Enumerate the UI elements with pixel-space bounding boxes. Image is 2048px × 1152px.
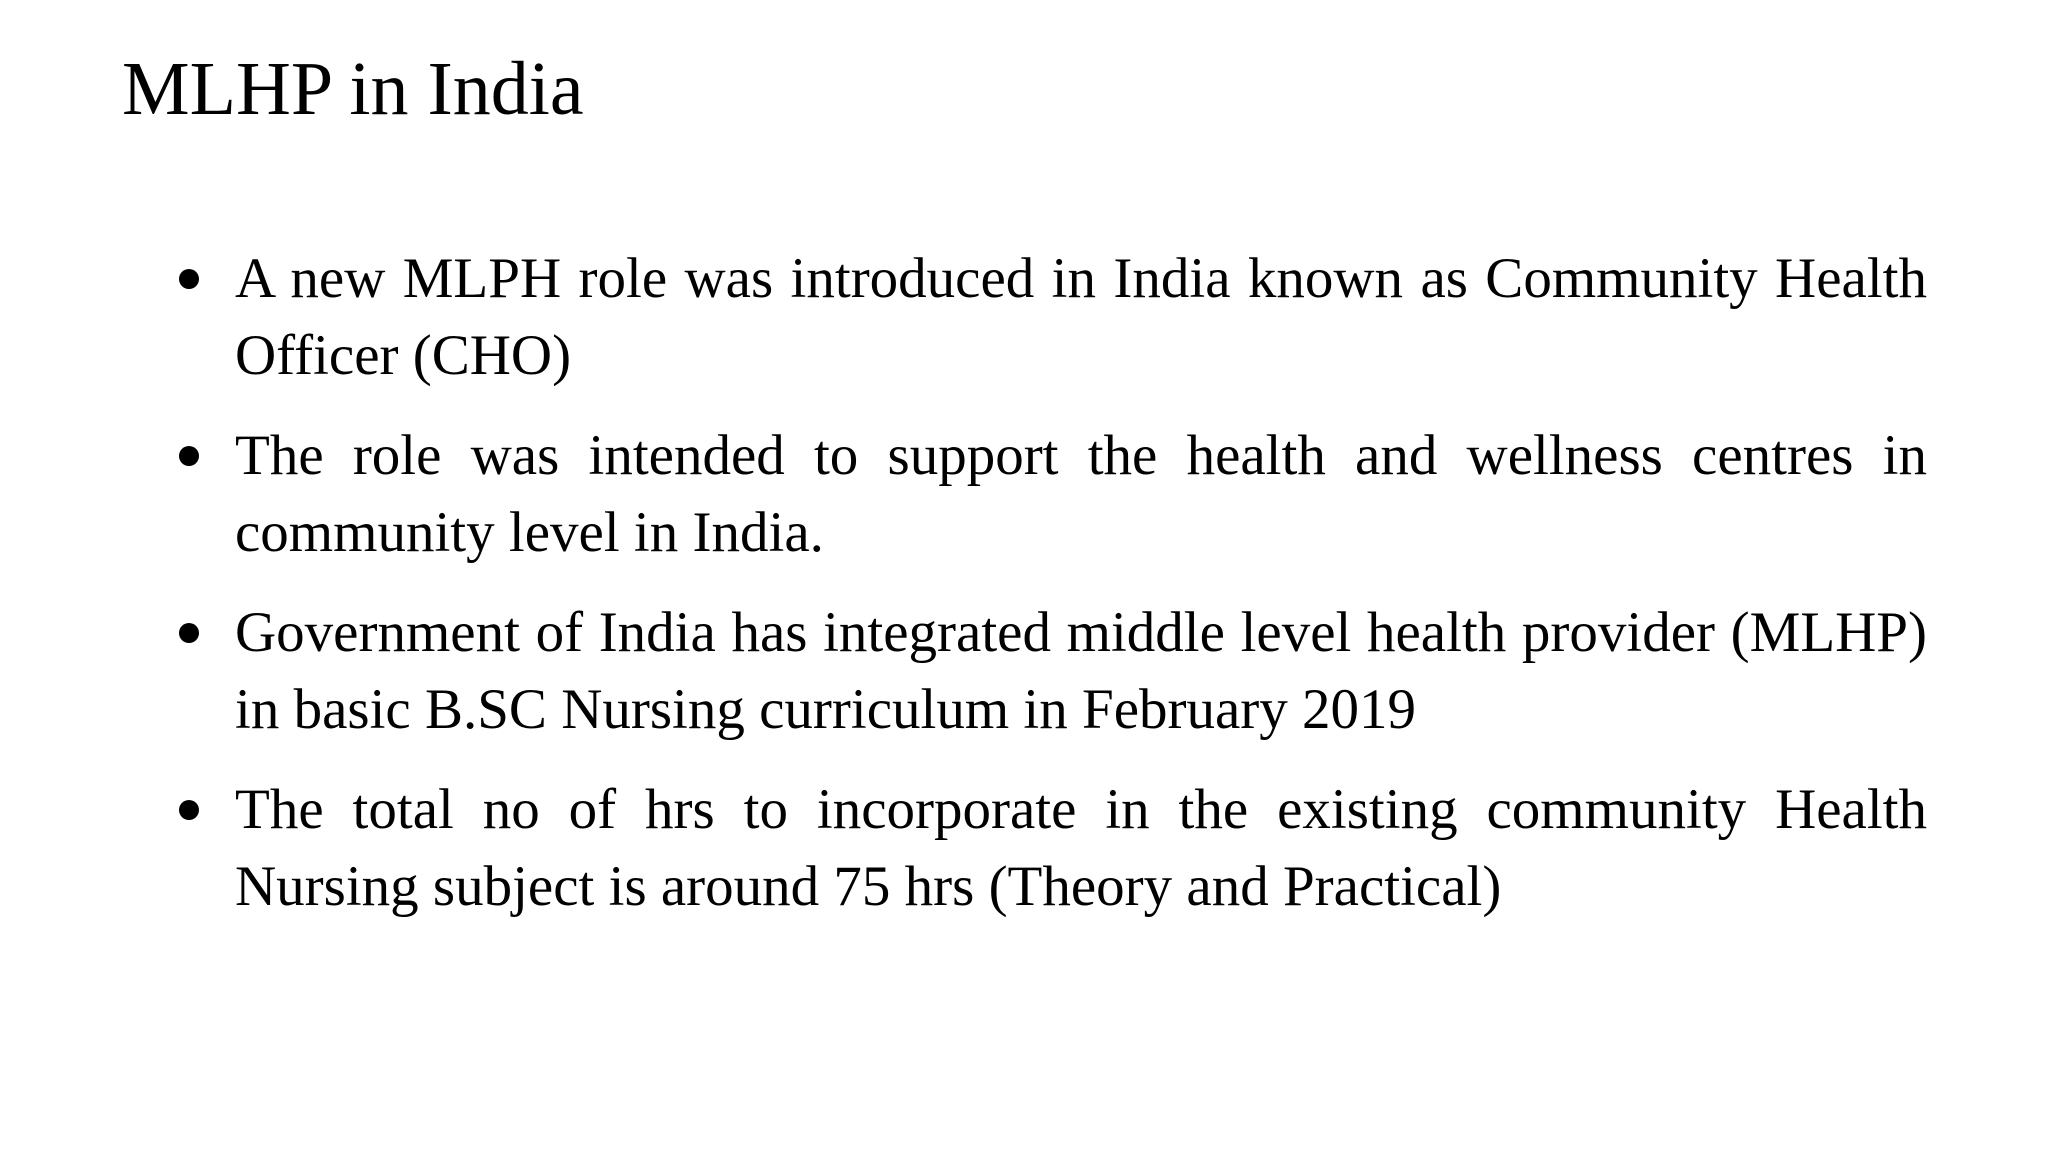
bullet-list xyxy=(235,240,1927,948)
bullet-dot-icon xyxy=(179,800,199,820)
bullet-item xyxy=(235,771,1927,925)
bullet-dot-icon xyxy=(179,446,199,466)
bullet-item xyxy=(235,594,1927,748)
slide-title: MLHP in India xyxy=(122,47,584,131)
bullet-dot-icon xyxy=(179,623,199,643)
bullet-text: The total no of hrs to incorporate in the existing community Health Nursing subject is around 75 hrs (Theory and Practical) xyxy=(235,778,1927,918)
bullet-dot-icon xyxy=(179,269,199,289)
bullet-text: Government of India has integrated middle level health provider (MLHP) in basic B.SC Nursing curriculum in February 2019 xyxy=(235,601,1927,741)
bullet-text: A new MLPH role was introduced in India known as Community Health Officer (CHO) xyxy=(235,247,1927,387)
bullet-item xyxy=(235,417,1927,571)
bullet-text: The role was intended to support the health and wellness centres in community level in India. xyxy=(235,424,1927,564)
bullet-item xyxy=(235,240,1927,394)
